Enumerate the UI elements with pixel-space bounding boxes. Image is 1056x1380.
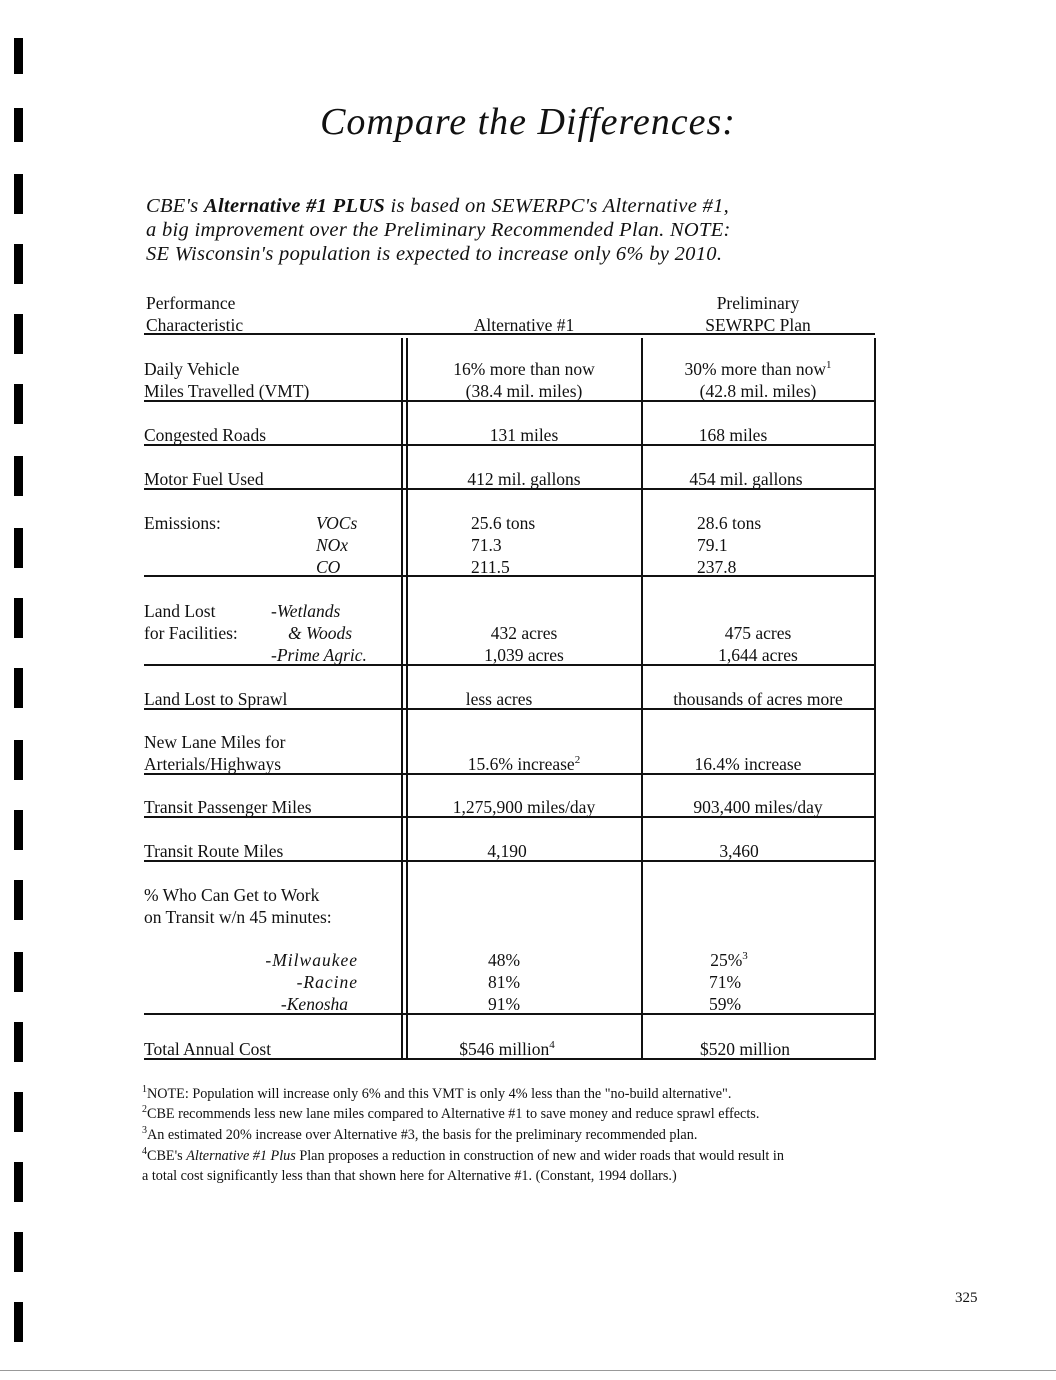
alt1-value: 211.5 xyxy=(471,557,510,577)
binder-mark xyxy=(14,38,23,74)
prelim-value: 71% xyxy=(708,972,742,992)
row-label: Land Lost to Sprawl xyxy=(144,689,288,709)
row-label: Miles Travelled (VMT) xyxy=(144,381,310,401)
prelim-value: 1,644 acres xyxy=(718,645,798,665)
row-label: Congested Roads xyxy=(144,425,267,445)
binder-mark xyxy=(14,740,23,780)
binder-mark xyxy=(14,244,23,284)
intro-line-3: SE Wisconsin's population is expected to increase only 6% by 2010. xyxy=(146,243,723,265)
footnote-2: $^2$CBE recommends less new lane miles compared to Alternative #1 to save money and reduce sprawl effects. xyxy=(142,1104,760,1122)
header-characteristic-1: Performance xyxy=(146,293,236,313)
header-alternative-1: Alternative #1 xyxy=(473,315,575,335)
scan-edge xyxy=(0,1370,1056,1371)
row-label: Emissions: xyxy=(144,513,221,533)
header-characteristic-2: Characteristic xyxy=(146,315,244,335)
row-label: % Who Can Get to Work xyxy=(144,885,320,905)
prelim-value: 79.1 xyxy=(697,535,728,555)
prelim-value: 30% more than now$^1$ xyxy=(684,359,832,379)
landlost-sub: -Wetlands xyxy=(271,601,341,621)
header-preliminary-2: SEWRPC Plan xyxy=(705,315,811,335)
table-divider xyxy=(874,338,876,1060)
prelim-value: 25%$^3$ xyxy=(710,950,748,970)
binder-mark xyxy=(14,1092,23,1132)
alt1-value: 412 mil. gallons xyxy=(467,469,581,489)
binder-mark xyxy=(14,810,23,850)
binder-mark xyxy=(14,456,23,496)
pollutant-label: VOCs xyxy=(316,513,358,533)
row-label: Transit Passenger Miles xyxy=(144,797,312,817)
pollutant-label: NOx xyxy=(316,535,349,555)
binder-mark xyxy=(14,1302,23,1342)
prelim-value: 3,460 xyxy=(719,841,759,861)
city-label: -Milwaukee xyxy=(265,950,358,970)
binder-mark xyxy=(14,880,23,920)
row-label: Motor Fuel Used xyxy=(144,469,264,489)
prelim-value: 16.4% increase xyxy=(694,754,802,774)
alt1-value: 48% xyxy=(487,950,521,970)
prelim-value: 59% xyxy=(708,994,742,1014)
alt1-value: 71.3 xyxy=(471,535,502,555)
alt1-value: less acres xyxy=(465,689,533,709)
binder-mark xyxy=(14,384,23,424)
alt1-value: 1,039 acres xyxy=(484,645,564,665)
binder-mark xyxy=(14,668,23,708)
row-label: for Facilities: xyxy=(144,623,238,643)
prelim-value: thousands of acres more xyxy=(673,689,843,709)
city-label: -Racine xyxy=(296,972,358,992)
alt1-value: 91% xyxy=(487,994,521,1014)
intro-line-1: CBE's Alternative #1 PLUS is based on SEWERPC's Alternative #1, xyxy=(146,195,730,217)
alt1-value: 81% xyxy=(487,972,521,992)
table-divider xyxy=(401,338,403,1060)
binder-mark xyxy=(14,314,23,354)
footnote-4: $^4$CBE's Alternative #1 Plus Plan proposes a reduction in construction of new and wider roads that would result in xyxy=(142,1146,784,1164)
binder-mark xyxy=(14,1022,23,1062)
row-label: on Transit w/n 45 minutes: xyxy=(144,907,332,927)
alt1-value: $546 million$^4$ xyxy=(459,1039,555,1059)
binder-mark xyxy=(14,952,23,992)
footnote-4-continued: a total cost significantly less than that shown here for Alternative #1. (Constant, 1994 dollars.) xyxy=(142,1168,677,1184)
footnote-3: $^3$An estimated 20% increase over Alternative #3, the basis for the preliminary recommended plan. xyxy=(142,1125,698,1143)
footnote-1: $^1$NOTE: Population will increase only 6% and this VMT is only 4% less than the "no-build alternative". xyxy=(142,1084,732,1102)
landlost-sub: & Woods xyxy=(288,623,353,643)
alt1-value: 15.6% increase$^2$ xyxy=(467,754,581,774)
landlost-sub: -Prime Agric. xyxy=(271,645,367,665)
page-number: 325 xyxy=(955,1290,978,1306)
row-label: New Lane Miles for xyxy=(144,732,286,752)
binder-mark xyxy=(14,528,23,568)
prelim-value: 168 miles xyxy=(698,425,768,445)
alt1-value: 16% more than now xyxy=(453,359,595,379)
prelim-value: $520 million xyxy=(700,1039,790,1059)
intro-paragraph xyxy=(146,194,906,266)
binder-mark xyxy=(14,1232,23,1272)
prelim-value: 237.8 xyxy=(697,557,737,577)
alt1-value: 4,190 xyxy=(487,841,527,861)
row-label: Arterials/Highways xyxy=(144,754,282,774)
prelim-value: 28.6 tons xyxy=(697,513,762,533)
alt1-value: 25.6 tons xyxy=(471,513,536,533)
binder-mark xyxy=(14,174,23,214)
row-label: Total Annual Cost xyxy=(144,1039,272,1059)
page-title: Compare the Differences: xyxy=(320,101,736,143)
alt1-value: 432 acres xyxy=(490,623,558,643)
pollutant-label: CO xyxy=(316,557,341,577)
prelim-value: (42.8 mil. miles) xyxy=(699,381,817,401)
row-label: Land Lost xyxy=(144,601,216,621)
city-label: -Kenosha xyxy=(280,994,348,1014)
prelim-value: 903,400 miles/day xyxy=(693,797,823,817)
header-preliminary-1: Preliminary xyxy=(716,293,800,313)
binder-mark xyxy=(14,1162,23,1202)
binder-mark xyxy=(14,598,23,638)
alt1-value: 1,275,900 miles/day xyxy=(452,797,596,817)
row-label: Transit Route Miles xyxy=(144,841,284,861)
intro-line-2: a big improvement over the Preliminary Recommended Plan. NOTE: xyxy=(146,219,731,241)
prelim-value: 475 acres xyxy=(724,623,792,643)
alt1-value: 131 miles xyxy=(489,425,559,445)
prelim-value: 454 mil. gallons xyxy=(689,469,803,489)
row-label: Daily Vehicle xyxy=(144,359,240,379)
alt1-value: (38.4 mil. miles) xyxy=(465,381,583,401)
